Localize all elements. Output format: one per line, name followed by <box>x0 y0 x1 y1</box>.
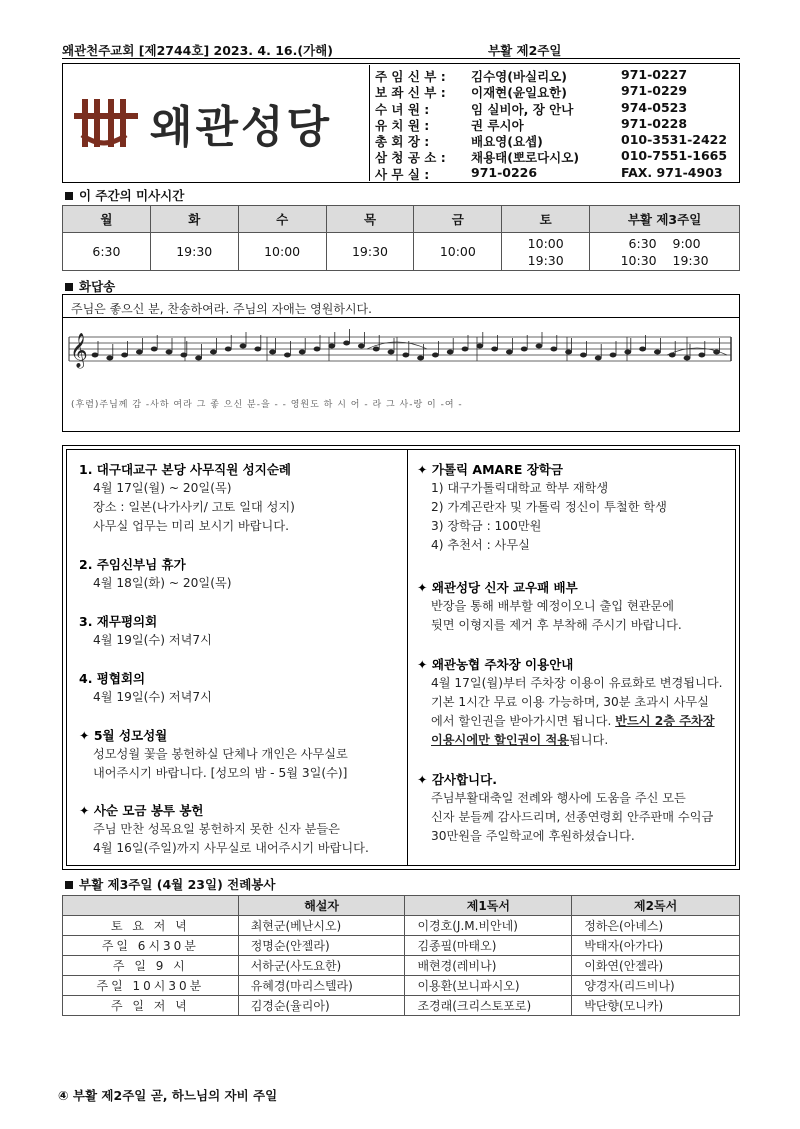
service-person: 이경호(J.M.비안네) <box>405 916 572 936</box>
note-icon <box>521 347 528 352</box>
staff-phone: 971-0229 <box>621 83 688 99</box>
service-row <box>63 956 740 976</box>
staff-phone: 010-3531-2422 <box>621 132 728 148</box>
service-row <box>63 996 740 1016</box>
staff-row <box>375 132 735 148</box>
service-header: 제1독서 <box>405 896 572 916</box>
staff-title: 유 치 원 : <box>375 117 430 133</box>
notice-line: 2) 가계곤란자 및 가톨릭 정신이 투철한 학생 <box>431 500 667 514</box>
mass-time: 10:00 <box>527 235 564 251</box>
notice-line: 신자 분들께 감사드리며, 선종연령회 안주판매 수익금 <box>431 810 714 824</box>
note-icon <box>402 353 409 358</box>
note-icon <box>536 344 543 349</box>
notice-item <box>411 578 735 635</box>
note-icon <box>550 347 557 352</box>
staff-phone: FAX. 971-4903 <box>621 164 723 180</box>
notice-line: 장소 : 일본(나가사키/ 고토 일대 성지) <box>93 500 295 514</box>
notice-line <box>417 712 735 731</box>
mass-time: 6:30 9:00 <box>628 235 701 251</box>
mass-schedule-title: 이 주간의 미사시간 <box>62 186 184 204</box>
notice-item <box>411 770 735 846</box>
notice-line: 30만원을 주일학교에 후원하셨습니다. <box>431 829 635 843</box>
psalm-lyrics: (후렴)주님께 감 -사하 여라 그 좋 으신 분-을 - - 영원도 하 시 어 - 라 그 사-랑 이 -여 - <box>71 400 463 410</box>
notice-emphasis: 반드시 2층 주차장 <box>615 714 715 728</box>
notice-line: 반장을 통해 배부할 예정이오니 출입 현관문에 <box>431 599 675 613</box>
mass-time: 10:30 19:30 <box>620 252 709 268</box>
notice-item <box>411 655 735 750</box>
service-header: 제2독서 <box>572 896 740 916</box>
note-icon <box>639 347 646 352</box>
notice-line: 4월 19일(수) 저녁7시 <box>93 633 212 647</box>
staff-phone: 010-7551-1665 <box>621 148 728 164</box>
notice-title: ✦ 사순 모금 봉투 봉헌 <box>79 803 204 818</box>
service-mass-time: 토 요 저 녁 <box>63 916 239 936</box>
page-footer: ④ 부활 제2주일 곧, 하느님의 자비 주일 <box>58 1088 278 1103</box>
mass-day-header: 월 <box>63 206 151 233</box>
staff-row <box>375 116 735 132</box>
notice-line-text: 됩니다. <box>569 733 609 747</box>
notice-title: ✦ 가톨릭 AMARE 장학금 <box>417 462 563 477</box>
mass-day-header: 수 <box>238 206 326 233</box>
note-icon <box>506 350 513 355</box>
service-person: 조경래(크리스토포로) <box>405 996 572 1016</box>
note-icon <box>92 353 99 358</box>
staff-title: 삼 청 공 소 : <box>375 150 446 166</box>
notice-line: 내어주시기 바랍니다. [성모의 밤 - 5월 3일(수)] <box>93 766 348 780</box>
service-person: 유혜경(마리스텔라) <box>238 976 405 996</box>
mass-time-cell <box>238 233 326 271</box>
notice-item <box>411 460 735 555</box>
note-icon <box>269 350 276 355</box>
mass-time: 19:30 <box>527 252 564 268</box>
mass-time-cell <box>326 233 414 271</box>
mass-time-cell <box>590 233 740 271</box>
notice-line: 4월 18일(화) ~ 20일(목) <box>93 576 232 590</box>
masthead <box>62 63 740 183</box>
service-row <box>63 916 740 936</box>
mass-time-cell <box>502 233 590 271</box>
mass-time: 19:30 <box>176 244 213 259</box>
staff-row <box>375 100 735 116</box>
mass-time: 19:30 <box>351 244 388 259</box>
note-icon <box>180 353 187 358</box>
staff-row <box>375 83 735 99</box>
notice-line: 4) 추천서 : 사무실 <box>431 538 530 552</box>
staff-phone: 971-0228 <box>621 115 688 131</box>
service-person: 정명순(안젤라) <box>238 936 405 956</box>
service-row <box>63 976 740 996</box>
header-rule <box>62 58 740 59</box>
service-person: 배현경(레비나) <box>405 956 572 976</box>
mass-time-cell <box>414 233 502 271</box>
staff-title: 보 좌 신 부 : <box>375 85 446 101</box>
service-header <box>63 896 239 916</box>
mass-time: 10:00 <box>439 244 476 259</box>
note-icon <box>151 347 158 352</box>
service-person: 김경순(율리아) <box>238 996 405 1016</box>
staff-phone: 971-0227 <box>621 67 688 82</box>
note-icon <box>225 347 232 352</box>
service-mass-time: 주 일 저 녁 <box>63 996 239 1016</box>
staff-directory <box>375 67 735 181</box>
note-icon <box>210 350 217 355</box>
liturgical-day: 부활 제2주일 <box>488 43 562 58</box>
notice-title: ✦ 왜관농협 주차장 이용안내 <box>417 657 574 672</box>
church-logo-icon <box>70 95 142 151</box>
staff-title: 수 녀 원 : <box>375 101 430 117</box>
notice-line: 기본 1시간 무료 이용 가능하며, 30분 초과시 사무실 <box>431 695 709 709</box>
note-icon <box>299 350 306 355</box>
note-icon <box>254 347 261 352</box>
notice-title: 3. 재무평의회 <box>79 614 158 629</box>
note-icon <box>166 350 173 355</box>
mass-day-header: 화 <box>150 206 238 233</box>
service-table <box>62 895 740 1016</box>
service-person: 박단향(모니카) <box>572 996 740 1016</box>
note-icon <box>432 353 439 358</box>
staff-name: 채용태(뽀로다시오) <box>471 150 580 166</box>
service-person: 서하군(사도요한) <box>238 956 405 976</box>
notice-line: 사무실 업무는 미리 보시기 바랍니다. <box>93 519 289 533</box>
notice-item <box>73 460 399 536</box>
note-icon <box>491 347 498 352</box>
note-icon <box>624 350 631 355</box>
psalm-box <box>62 294 740 432</box>
notice-title: 2. 주임신부님 휴가 <box>79 557 186 572</box>
notice-title: ✦ 왜관성당 신자 교우패 배부 <box>417 580 578 595</box>
notice-line: 성모성월 꽃을 봉헌하실 단체나 개인은 사무실로 <box>93 747 348 761</box>
notice-line: 4월 19일(수) 저녁7시 <box>93 690 212 704</box>
notice-line: 주님 만찬 성목요일 봉헌하지 못한 신자 분들은 <box>93 822 340 836</box>
notice-title: 4. 평협회의 <box>79 671 146 686</box>
service-person: 최현군(베난시오) <box>238 916 405 936</box>
note-icon <box>240 344 247 349</box>
notice-item <box>73 669 399 707</box>
psalm-title: 화답송 <box>62 277 115 295</box>
mass-time-cell <box>63 233 151 271</box>
staff-name: 권 루시아 <box>471 117 524 133</box>
note-icon <box>684 356 691 361</box>
mass-table <box>62 205 740 271</box>
mass-time-cell <box>150 233 238 271</box>
note-icon <box>610 353 617 358</box>
note-icon <box>580 353 587 358</box>
notice-item <box>73 726 399 783</box>
notice-emphasis: 이용시에만 할인권이 적용 <box>431 733 569 747</box>
bulletin-issue: 왜관천주교회 [제2744호] 2023. 4. 16.(가해) <box>62 43 333 58</box>
service-row <box>63 936 740 956</box>
note-icon <box>669 353 676 358</box>
staff-title: 총 회 장 : <box>375 134 430 150</box>
church-name: 왜관성당 <box>150 102 333 153</box>
notice-item <box>73 801 399 858</box>
staff-name: 임 실비아, 장 안나 <box>471 101 574 117</box>
psalm-text: 주님은 좋으신 분, 찬송하여라. 주님의 자애는 영원하시다. <box>71 302 372 316</box>
mass-day-header: 목 <box>326 206 414 233</box>
service-person: 양경자(리드비나) <box>572 976 740 996</box>
note-icon <box>462 347 469 352</box>
mass-day-header: 금 <box>414 206 502 233</box>
note-icon <box>136 350 143 355</box>
note-icon <box>284 353 291 358</box>
notice-item <box>73 612 399 650</box>
notice-line: 주님부활대축일 전례와 행사에 도움을 주신 모든 <box>431 791 686 805</box>
notice-item <box>73 555 399 593</box>
note-icon <box>388 350 395 355</box>
notice-title: 1. 대구대교구 본당 사무직원 성지순례 <box>79 462 291 477</box>
treble-clef-icon: 𝄞 <box>70 333 88 368</box>
note-icon <box>698 353 705 358</box>
staff-title: 사 무 실 : <box>375 166 430 182</box>
note-icon <box>106 356 113 361</box>
notice-title: ✦ 5월 성모성월 <box>79 728 168 743</box>
bulletin-header <box>62 41 740 59</box>
notice-title: ✦ 감사합니다. <box>417 772 497 787</box>
note-icon <box>565 350 572 355</box>
service-person: 정하은(아녜스) <box>572 916 740 936</box>
staff-row <box>375 67 735 83</box>
notices-box <box>62 445 740 870</box>
service-person: 박태자(아가다) <box>572 936 740 956</box>
service-person: 이용환(보니파시오) <box>405 976 572 996</box>
note-icon <box>195 356 202 361</box>
mass-day-header: 토 <box>502 206 590 233</box>
notice-line-text: 에서 할인권을 받아가시면 됩니다. <box>431 714 616 728</box>
note-icon <box>358 344 365 349</box>
mass-schedule <box>62 205 740 271</box>
staff-phone: 974-0523 <box>621 99 688 115</box>
staff-title: 주 임 신 부 : <box>375 69 446 84</box>
service-title: 부활 제3주일 (4월 23일) 전례봉사 <box>62 875 275 893</box>
staff-name: 971-0226 <box>471 164 538 180</box>
staff-row <box>375 148 735 164</box>
service-schedule <box>62 895 740 1016</box>
service-mass-time: 주 일 9 시 <box>63 956 239 976</box>
service-person: 김종필(마태오) <box>405 936 572 956</box>
notice-line: 3) 장학금 : 100만원 <box>431 519 542 533</box>
service-mass-time: 주일 6시30분 <box>63 936 239 956</box>
note-icon <box>121 353 128 358</box>
notice-line: 4월 17일(월)부터 주차장 이용이 유료화로 변경됩니다. <box>431 676 723 690</box>
note-icon <box>328 344 335 349</box>
notice-line: 4월 16일(주일)까지 사무실로 내어주시기 바랍니다. <box>93 841 369 855</box>
service-person: 이화연(안젤라) <box>572 956 740 976</box>
music-staff <box>67 327 735 393</box>
notice-line: 4월 17일(월) ~ 20일(목) <box>93 481 232 495</box>
mass-day-header: 부활 제3주일 <box>590 206 740 233</box>
logo <box>64 65 370 181</box>
note-icon <box>373 347 380 352</box>
staff-name: 이재현(윤일요한) <box>471 85 567 101</box>
staff-row <box>375 165 735 181</box>
notice-line <box>417 731 735 750</box>
service-mass-time: 주일 10시30분 <box>63 976 239 996</box>
service-header: 해설자 <box>238 896 405 916</box>
notice-line: 뒷면 이형지를 제거 후 부착해 주시기 바랍니다. <box>431 618 682 632</box>
note-icon <box>343 341 350 346</box>
staff-name: 김수영(바실리오) <box>471 69 567 84</box>
note-icon <box>595 356 602 361</box>
mass-time: 10:00 <box>264 244 301 259</box>
note-icon <box>314 347 321 352</box>
note-icon <box>476 344 483 349</box>
notice-line: 1) 대구가톨릭대학교 학부 재학생 <box>431 481 609 495</box>
note-icon <box>654 350 661 355</box>
mass-time: 6:30 <box>92 244 121 259</box>
note-icon <box>447 350 454 355</box>
staff-name: 배요영(요셉) <box>471 134 543 150</box>
note-icon <box>417 356 424 361</box>
